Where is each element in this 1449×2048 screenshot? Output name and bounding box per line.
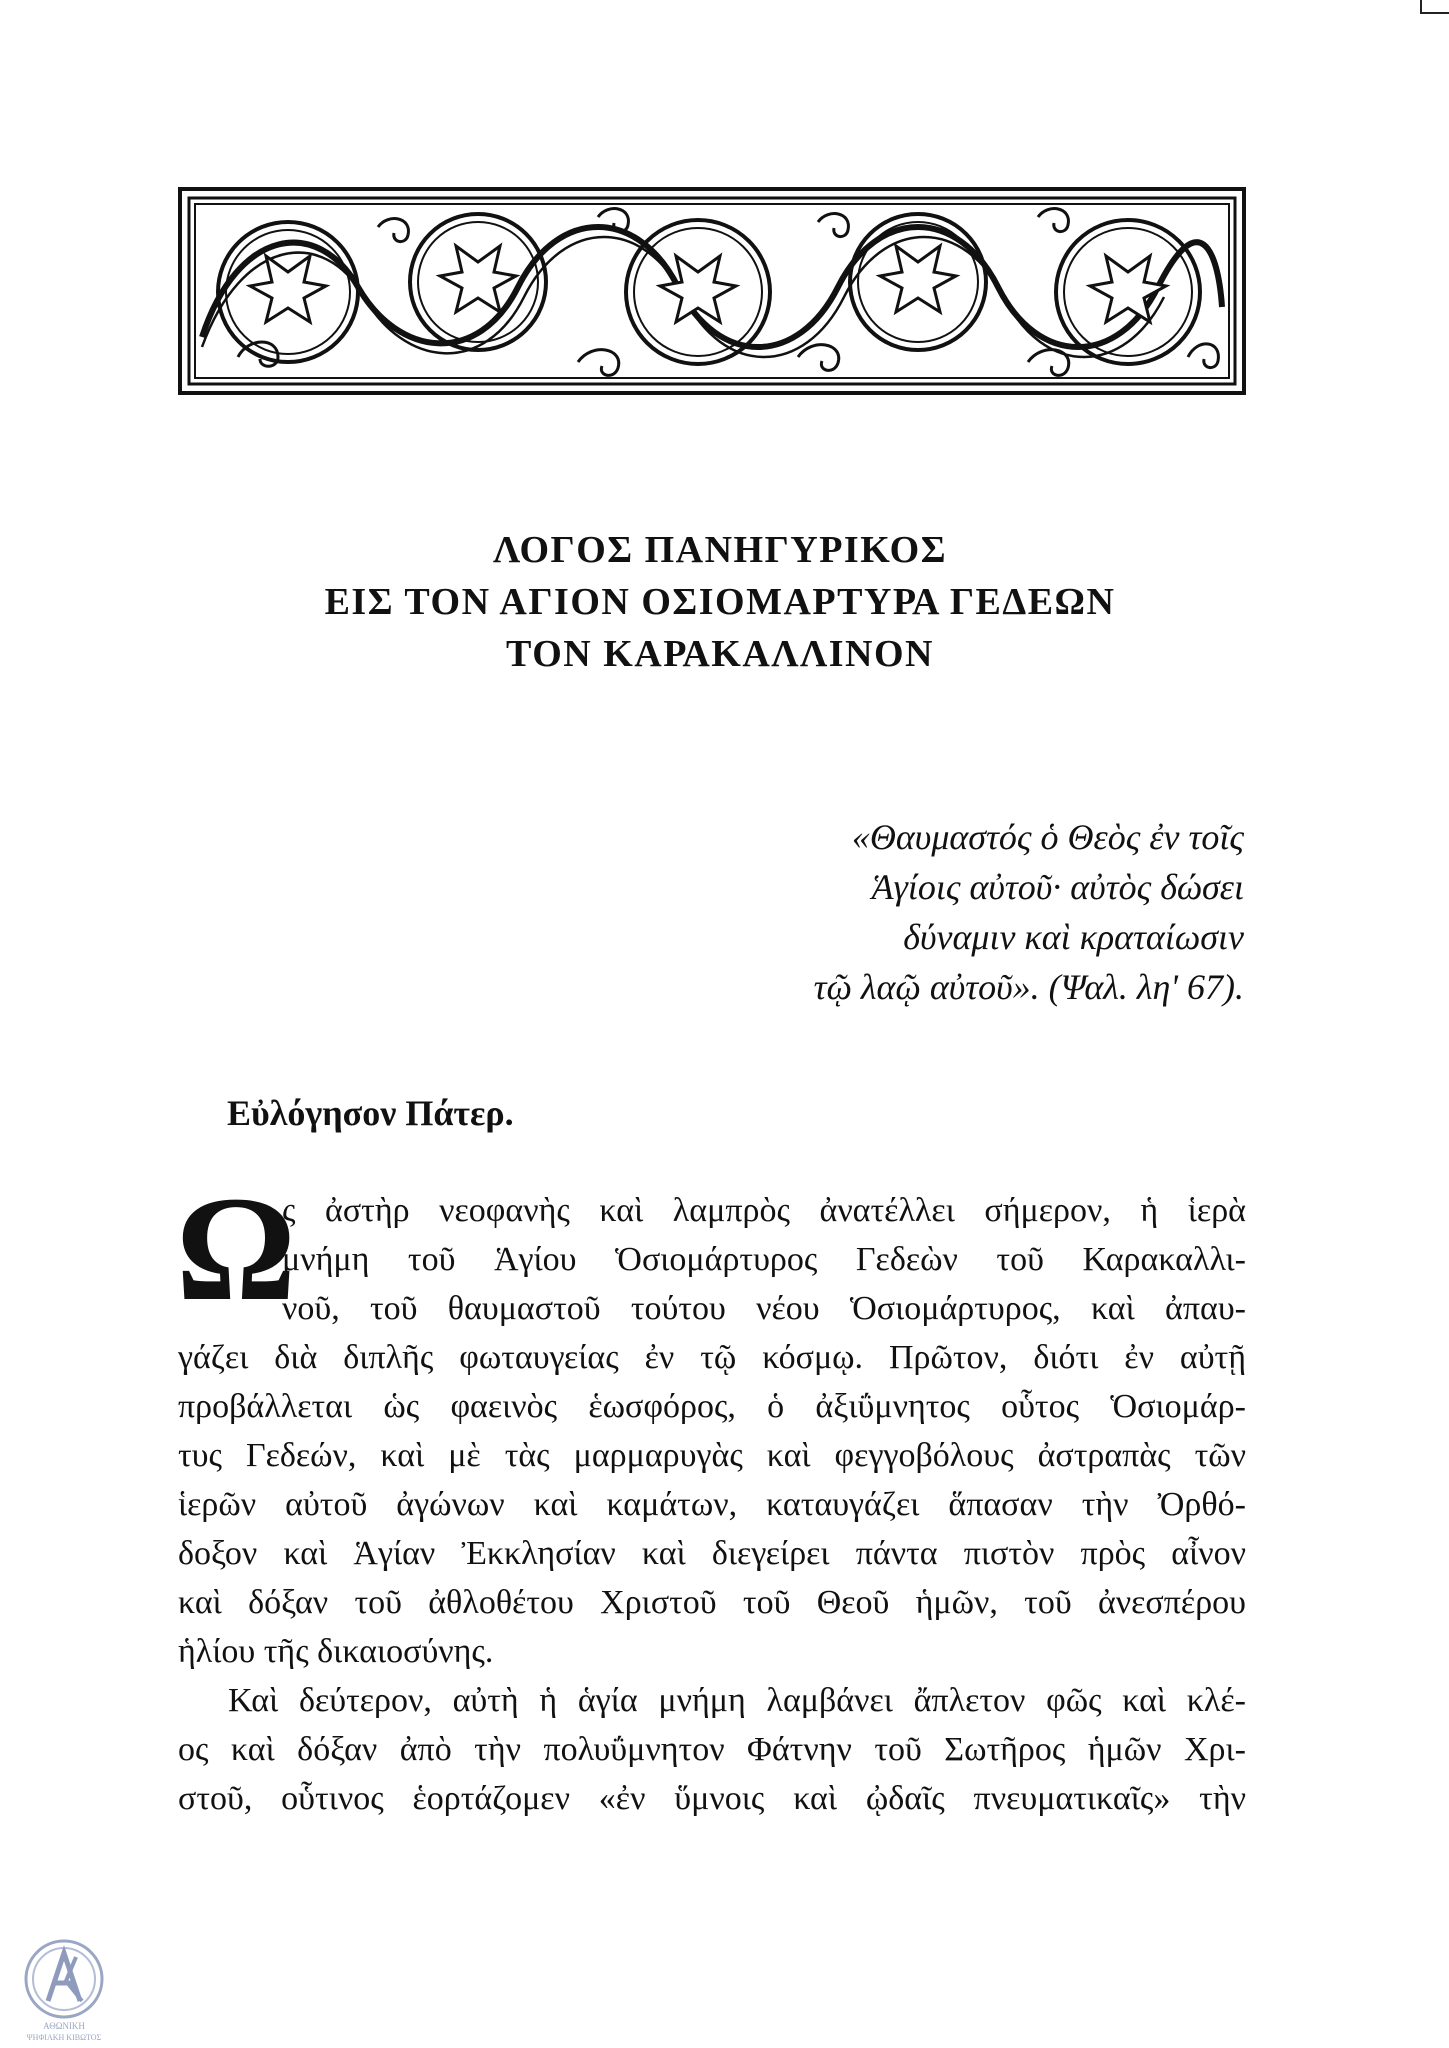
body-line: προβάλλεται ὡς φαεινὸς ἑωσφόρος, ὁ ἀξιΰμνητος οὗτος Ὁσιομάρ- [178,1388,1246,1425]
body-line: στοῦ, οὗτινος ἑορτάζομεν «ἐν ὕμνοις καὶ ᾠδαῖς πνευματικαῖς» τὴν [178,1780,1246,1817]
epigraph-line: «Θαυμαστός ὁ Θεὸς ἐν τοῖς [851,817,1244,857]
epigraph-line: Ἁγίοις αὐτοῦ· αὐτὸς δώσει [871,867,1244,907]
body-line: Καὶ δεύτερον, αὐτὴ ἡ ἁγία μνήμη λαμβάνει ἄπλετον φῶς καὶ κλέ- [228,1682,1246,1719]
page-title-line-2: ΕΙΣ ΤΟΝ ΑΓΙΟΝ ΟΣΙΟΜΑΡΤΥΡΑ ΓΕΔΕΩΝ [324,581,1116,623]
library-stamp-icon [18,1935,110,2045]
body-line: καὶ δόξαν τοῦ ἀθλοθέτου Χριστοῦ τοῦ Θεοῦ ἡμῶν, τοῦ ἀνεσπέρου [178,1584,1246,1621]
body-line: νοῦ, τοῦ θαυμαστοῦ τούτου νέου Ὁσιομάρτυρος, καὶ ἀπαυ- [282,1290,1246,1327]
svg-text:ΑΘΩΝΙΚΗ: ΑΘΩΝΙΚΗ [43,2021,85,2031]
svg-text:ΨΗΦΙΑΚΗ ΚΙΒΩΤΟΣ: ΨΗΦΙΑΚΗ ΚΙΒΩΤΟΣ [26,2033,102,2042]
body-line: ς ἀστὴρ νεοφανὴς καὶ λαμπρὸς ἀνατέλλει σήμερον, ἡ ἱερὰ [282,1192,1246,1229]
epigraph-line: τῷ λαῷ αὐτοῦ». (Ψαλ. λη' 67). [813,967,1244,1007]
body-text [178,1186,1246,1823]
page-title-line-1: ΛΟΓΟΣ ΠΑΝΗΓΥΡΙΚΟΣ [492,529,948,571]
body-line: δοξον καὶ Ἁγίαν Ἐκκλησίαν καὶ διεγείρει πάντα πιστὸν πρὸς αἶνον [178,1535,1246,1572]
body-line: ἱερῶν αὐτοῦ ἀγώνων καὶ καμάτων, καταυγάζει ἅπασαν τὴν Ὀρθό- [178,1486,1246,1523]
scan-corner-mark [1420,0,1449,14]
body-line: ἡλίου τῆς δικαιοσύνης. [178,1633,494,1670]
body-line: μνήμη τοῦ Ἁγίου Ὁσιομάρτυρος Γεδεὼν τοῦ Καρακαλλι- [282,1241,1246,1278]
svg-text:Ω: Ω [175,1166,297,1332]
vine-scroll-border-icon [178,187,1246,395]
body-line: ος καὶ δόξαν ἀπὸ τὴν πολυΰμνητον Φάτνην τοῦ Σωτῆρος ἡμῶν Χρι- [178,1731,1246,1768]
epigraph-quote [650,812,1244,1012]
body-line: γάζει διὰ διπλῆς φωταυγείας ἐν τῷ κόσμῳ. Πρῶτον, διότι ἐν αὐτῇ [178,1339,1246,1376]
page-title-line-3: ΤΟΝ ΚΑΡΑΚΑΛΛΙΝΟΝ [506,633,934,675]
epigraph-line: δύναμιν καὶ κραταίωσιν [903,917,1244,957]
body-line: τυς Γεδεών, καὶ μὲ τὰς μαρμαρυγὰς καὶ φεγγοβόλους ἀστραπὰς τῶν [178,1437,1246,1474]
blessing-heading: Εὐλόγησον Πάτερ. [227,1093,514,1133]
